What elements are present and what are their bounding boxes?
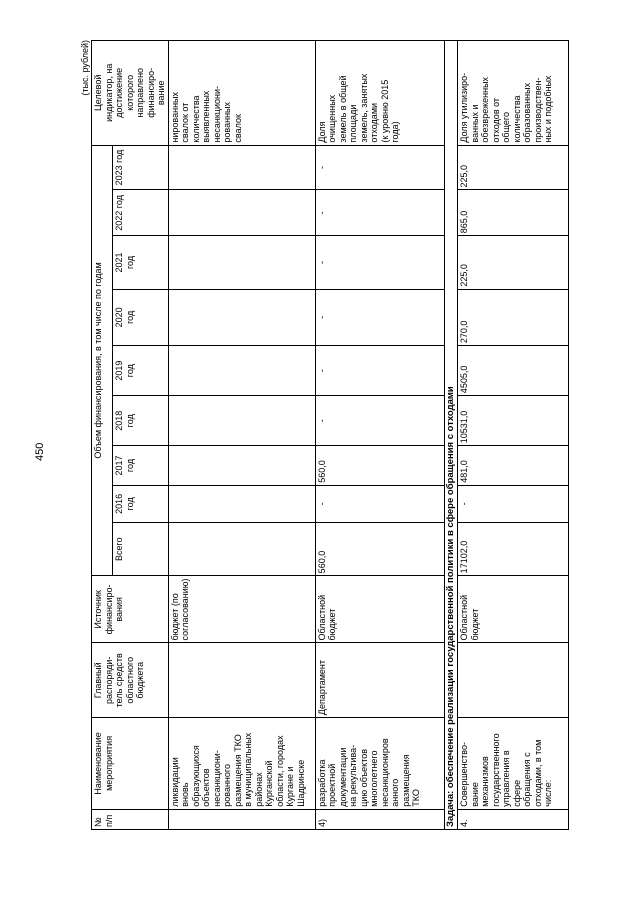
header-funding: Объем финансирования, в том числе по годам	[92, 145, 113, 576]
cell-source: Областной бюджет	[458, 576, 569, 643]
cell-num: 4.	[458, 809, 569, 829]
cell-total: 560,0	[315, 523, 444, 576]
cell-manager	[458, 643, 569, 718]
task-heading: Задача: обеспечение реализации государственной политики в сфере обращения с отходами	[444, 41, 458, 830]
cell-year: 4505,0	[458, 346, 569, 396]
header-source: Источник финансиро- вания	[92, 576, 169, 643]
page-number: 450	[34, 442, 46, 461]
cell-year: -	[315, 145, 444, 190]
cell-year: -	[315, 396, 444, 446]
header-manager: Главный распоряди- тель средств областного бюджета	[92, 643, 169, 718]
header-name: Наименование мероприятия	[92, 718, 169, 810]
cell-total	[168, 523, 315, 576]
cell-year	[168, 145, 315, 190]
cell-year: 10531,0	[458, 396, 569, 446]
cell-year	[168, 485, 315, 522]
rotated-page	[80, 40, 600, 830]
cell-name: ликвидации вновь образующихся объектов несанкциони- рованного размещения ТКО в муниципальных районах Курганской области, городах Кургане и Шадринске	[168, 718, 315, 810]
cell-source: Областной бюджет	[315, 576, 444, 643]
header-total: Всего	[113, 523, 168, 576]
cell-manager	[168, 643, 315, 718]
cell-year: -	[315, 289, 444, 346]
cell-num	[168, 809, 315, 829]
table-row	[315, 41, 444, 830]
cell-manager: Департамент	[315, 643, 444, 718]
cell-total: 17102,0	[458, 523, 569, 576]
header-year: 2021 год	[113, 236, 168, 289]
cell-year: 225,0	[458, 145, 569, 190]
cell-year: 481,0	[458, 446, 569, 485]
cell-year	[168, 346, 315, 396]
cell-year: -	[315, 346, 444, 396]
cell-name: Совершенство- вание механизмов государственного управления в сфере обращения с отходами, в том числе:	[458, 718, 569, 810]
header-indicator: Целевой индикатор, на достижение которого направлено финансиро- вание	[92, 41, 169, 146]
header-year: 2023 год	[113, 145, 168, 190]
cell-year	[168, 236, 315, 289]
cell-name: разработка проектной документации на рекультива- цию объектов многолетнего несанкциониров анного размещения ТКО	[315, 718, 444, 810]
cell-year: -	[315, 236, 444, 289]
header-row	[92, 41, 113, 830]
cell-num: 4)	[315, 809, 444, 829]
units-label: (тыс. рублей)	[80, 40, 90, 96]
cell-source: бюджет (по согласованию)	[168, 576, 315, 643]
table-row	[168, 41, 315, 830]
cell-year	[168, 446, 315, 485]
task-row	[444, 41, 458, 830]
cell-year: -	[315, 485, 444, 522]
cell-year: 865,0	[458, 190, 569, 236]
table-row	[458, 41, 569, 830]
cell-year: 225,0	[458, 236, 569, 289]
funding-table	[91, 40, 569, 830]
header-year: 2020 год	[113, 289, 168, 346]
cell-indicator: Доля утилизиро- ванных и обезвреженных отходов от общего количества образованных производствен- ных и подобных	[458, 41, 569, 146]
cell-year: -	[458, 485, 569, 522]
header-year: 2017 год	[113, 446, 168, 485]
header-year: 2018 год	[113, 396, 168, 446]
cell-year	[168, 289, 315, 346]
cell-year	[168, 190, 315, 236]
cell-indicator: нированных свалок от количества выявленных несанкциони- рованных свалок	[168, 41, 315, 146]
header-year: 2019 год	[113, 346, 168, 396]
header-year: 2016 год	[113, 485, 168, 522]
cell-year: 560,0	[315, 446, 444, 485]
header-year: 2022 год	[113, 190, 168, 236]
cell-year: 270,0	[458, 289, 569, 346]
header-num: № п/п	[92, 809, 169, 829]
cell-year: -	[315, 190, 444, 236]
cell-indicator: Доля очищенных земель в общей площади земель, занятых отходами (к уровню 2015 года)	[315, 41, 444, 146]
cell-year	[168, 396, 315, 446]
